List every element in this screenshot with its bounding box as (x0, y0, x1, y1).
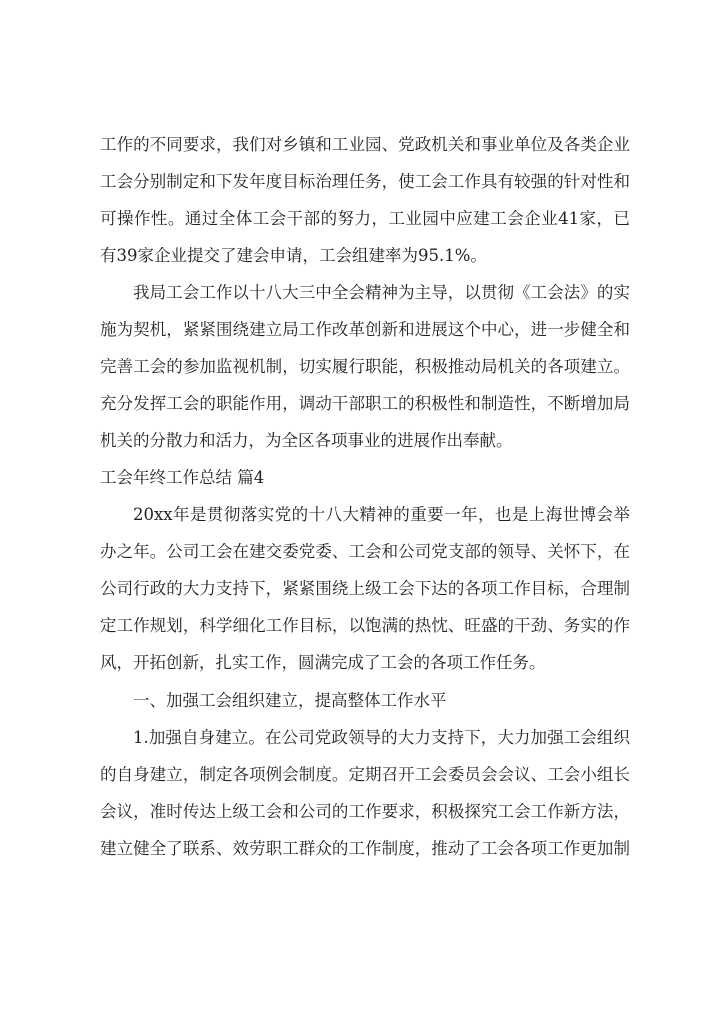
text-line: 的自身建立，制定各项例会制度。定期召开工会委员会会议、工会小组长 (100, 765, 630, 784)
text-line: 20xx年是贯彻落实党的十八大精神的重要一年，也是上海世博会举 (133, 505, 630, 524)
text-line: 施为契机，紧紧围绕建立局工作改革创新和进展这个中心，进一步健全和 (100, 320, 630, 339)
text-line: 可操作性。通过全体工会干部的努力，工业园中应建工会企业41家，已 (100, 209, 630, 228)
text-line: 工会分别制定和下发年度目标治理任务，使工会工作具有较强的针对性和 (100, 172, 630, 191)
text-line: 建立健全了联系、效劳职工群众的工作制度，推动了工会各项工作更加制 (100, 839, 630, 858)
text-line: 1.加强自身建立。在公司党政领导的大力支持下，大力加强工会组织 (133, 728, 630, 747)
subheading: 一、加强工会组织建立，提高整体工作水平 (133, 691, 447, 710)
text-line: 定工作规划，科学细化工作目标，以饱满的热忱、旺盛的干劲、务实的作 (100, 616, 630, 635)
text-line: 办之年。公司工会在建交委党委、工会和公司党支部的领导、关怀下，在 (100, 542, 630, 561)
text-line: 机关的分散力和活力，为全区各项事业的进展作出奉献。 (100, 431, 513, 450)
text-line: 会议，准时传达上级工会和公司的工作要求，积极探究工会工作新方法， (100, 802, 630, 821)
section-title: 工会年终工作总结 篇4 (100, 468, 265, 487)
text-line: 公司行政的大力支持下，紧紧围绕上级工会下达的各项工作目标，合理制 (100, 579, 630, 598)
text-line: 充分发挥工会的职能作用，调动干部职工的积极性和制造性，不断增加局 (100, 394, 630, 413)
text-line: 我局工会工作以十八大三中全会精神为主导，以贯彻《工会法》的实 (133, 283, 630, 302)
text-line: 完善工会的参加监视机制，切实履行职能，积极推动局机关的各项建立。 (100, 357, 630, 376)
text-line: 风，开拓创新，扎实工作，圆满完成了工会的各项工作任务。 (100, 653, 546, 672)
text-line: 工作的不同要求，我们对乡镇和工业园、党政机关和事业单位及各类企业 (100, 135, 630, 154)
text-line: 有39家企业提交了建会申请，工会组建率为95.1%。 (100, 246, 487, 265)
